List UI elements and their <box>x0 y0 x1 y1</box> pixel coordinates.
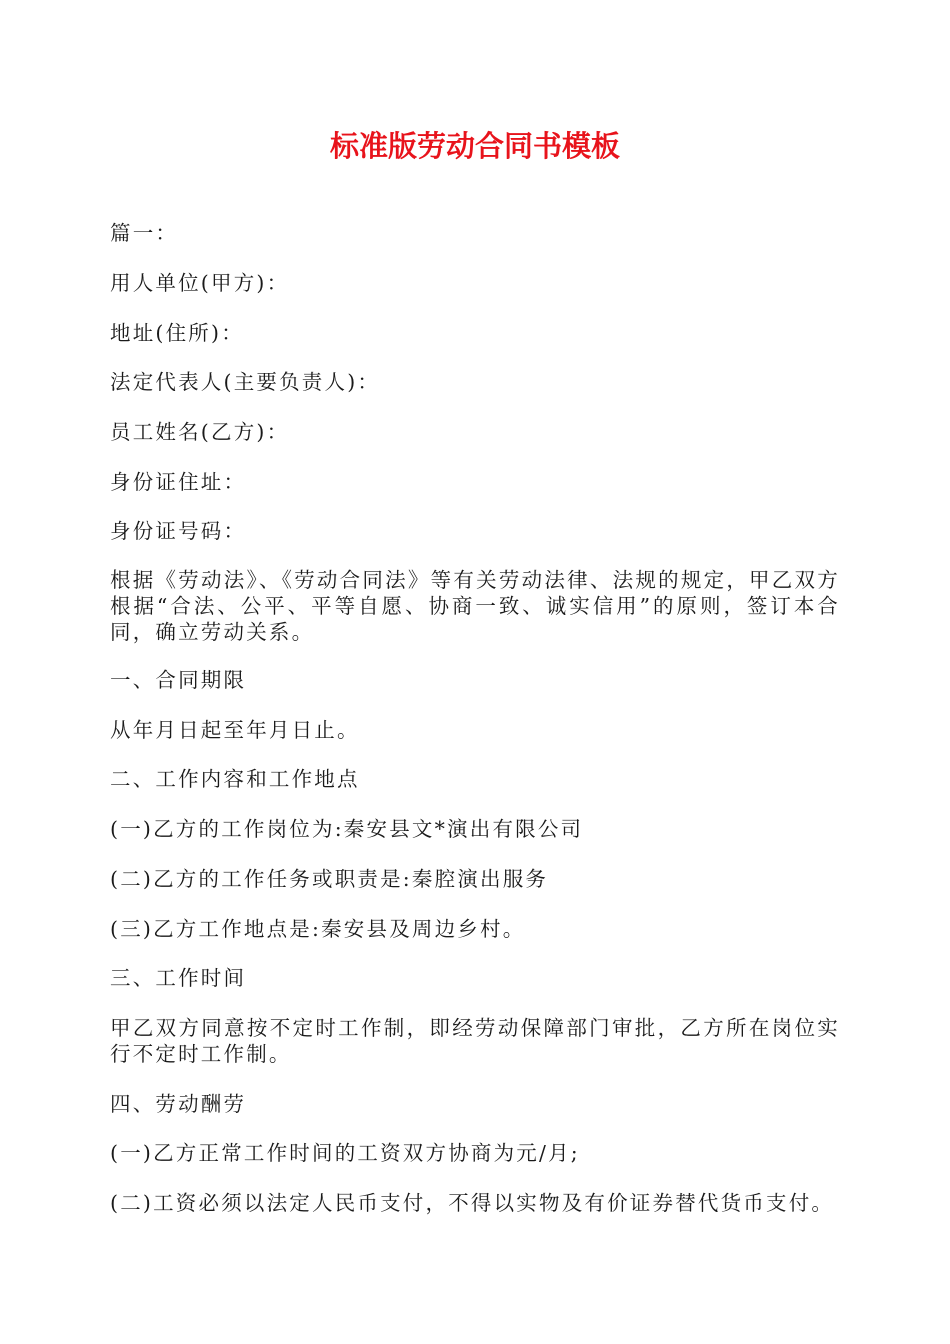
heading-work-time: 三、工作时间 <box>110 966 247 990</box>
work-time-paragraph: 甲乙双方同意按不定时工作制，即经劳动保障部门审批，乙方所在岗位实行不定时工作制。 <box>110 1016 840 1066</box>
preamble-paragraph: 根据《劳动法》、《劳动合同法》等有关劳动法律、法规的规定，甲乙双方根据“合法、公平、平等自愿、协商一致、诚实信用”的原则，签订本合同，确立劳动关系。 <box>110 568 840 644</box>
employer-field: 用人单位(甲方)： <box>110 271 290 295</box>
document-title: 标准版劳动合同书模板 <box>329 129 620 163</box>
address-field: 地址(住所)： <box>110 321 244 345</box>
section-label: 篇一： <box>110 221 179 245</box>
legal-representative-field: 法定代表人(主要负责人)： <box>110 370 381 394</box>
work-location-item: (三)乙方工作地点是:秦安县及周边乡村。 <box>110 917 526 941</box>
work-position-item: (一)乙方的工作岗位为:秦安县文*演出有限公司 <box>110 817 584 841</box>
salary-item: (一)乙方正常工作时间的工资双方协商为元/月; <box>110 1141 580 1165</box>
heading-work-content: 二、工作内容和工作地点 <box>110 767 360 791</box>
heading-contract-term: 一、合同期限 <box>110 668 247 692</box>
payment-currency-item: (二)工资必须以法定人民币支付，不得以实物及有价证券替代货币支付。 <box>110 1191 835 1215</box>
heading-remuneration: 四、劳动酬劳 <box>110 1092 247 1116</box>
id-address-field: 身份证住址： <box>110 470 247 494</box>
work-duty-item: (二)乙方的工作任务或职责是:秦腔演出服务 <box>110 867 549 891</box>
employee-name-field: 员工姓名(乙方)： <box>110 420 290 444</box>
id-number-field: 身份证号码： <box>110 519 247 543</box>
contract-term-text: 从年月日起至年月日止。 <box>110 718 360 742</box>
